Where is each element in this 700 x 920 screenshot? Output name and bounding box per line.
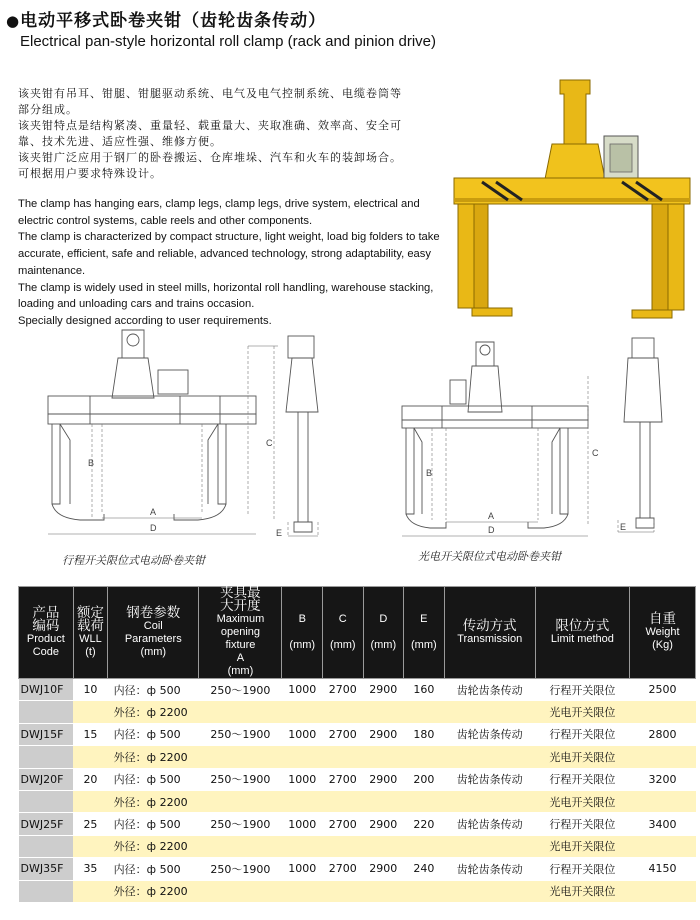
table-row-sub xyxy=(19,701,696,723)
cell-inner: 内径：ф 500 xyxy=(108,679,199,701)
cell-transmission: 齿轮齿条传动 xyxy=(444,679,535,701)
title-zh-text: 电动平移式卧卷夹钳（齿轮齿条传动） xyxy=(20,11,327,31)
cell-c: 2700 xyxy=(323,768,364,790)
cell-d: 2900 xyxy=(363,723,404,745)
cell-code: DWJ20F xyxy=(19,768,74,790)
desc-en-line: The clamp has hanging ears, clamp legs, clamp legs, drive system, electrical and xyxy=(18,198,420,210)
cell-code: DWJ15F xyxy=(19,723,74,745)
desc-en-line: electric control systems, cable reels and other components. xyxy=(18,214,313,227)
cell-b: 1000 xyxy=(282,813,323,835)
header-e: E (mm) xyxy=(404,587,445,679)
header-d: D (mm) xyxy=(363,587,404,679)
desc-en xyxy=(18,196,448,330)
cell-fixture: 250～1900 xyxy=(199,813,282,835)
cell-transmission: 齿轮齿条传动 xyxy=(444,768,535,790)
cell-e: 240 xyxy=(404,858,445,880)
header-c: C (mm) xyxy=(323,587,364,679)
table-row xyxy=(19,768,696,790)
cell-limit: 光电开关限位 xyxy=(535,835,629,857)
cell-inner: 内径：ф 500 xyxy=(108,858,199,880)
dim-label-a-2: A xyxy=(488,511,495,521)
cell-e: 160 xyxy=(404,679,445,701)
desc-en-line: The clamp is characterized by compact structure, light weight, load big folders to take xyxy=(18,231,440,244)
header-weight: 自重 Weight (Kg) xyxy=(630,587,696,679)
cell-b: 1000 xyxy=(282,858,323,880)
dim-label-c: C xyxy=(266,438,273,448)
cell-d: 2900 xyxy=(363,813,404,835)
cell-limit: 光电开关限位 xyxy=(535,746,629,768)
header-wll: 额定 载荷 WLL (t) xyxy=(73,587,107,679)
table-row xyxy=(19,723,696,745)
cell-limit: 光电开关限位 xyxy=(535,790,629,812)
cell-transmission: 齿轮齿条传动 xyxy=(444,858,535,880)
table-row xyxy=(19,813,696,835)
cell-weight: 2800 xyxy=(630,723,696,745)
page-header xyxy=(6,6,696,50)
dim-label-b: B xyxy=(88,458,95,468)
table-row-sub xyxy=(19,835,696,857)
cell-wll: 10 xyxy=(73,679,107,701)
cell-outer: 外径：ф 2200 xyxy=(108,790,199,812)
cell-limit: 光电开关限位 xyxy=(535,701,629,723)
header-limit-method: 限位方式 Limit method xyxy=(535,587,629,679)
caption-travel-switch: 行程开关限位式电动卧卷夹钳 xyxy=(62,554,205,567)
desc-zh-line: 该夹钳有吊耳、钳腿、钳腿驱动系统、电气及电气控制系统、电缆卷筒等 xyxy=(18,87,402,100)
table-row xyxy=(19,679,696,701)
table-row xyxy=(19,858,696,880)
table-row-sub xyxy=(19,746,696,768)
title-zh xyxy=(6,6,696,31)
title-en: Electrical pan-style horizontal roll clamp (rack and pinion drive) xyxy=(20,33,437,50)
drawing-photoelectric-switch xyxy=(392,336,692,566)
cell-limit: 行程开关限位 xyxy=(535,858,629,880)
dim-label-b-2: B xyxy=(426,468,433,478)
header-b: B (mm) xyxy=(282,587,323,679)
bullet-icon: ● xyxy=(6,12,21,30)
drawing-travel-switch xyxy=(30,326,370,566)
cell-outer: 外径：ф 2200 xyxy=(108,746,199,768)
cell-e: 220 xyxy=(404,813,445,835)
table-row-sub xyxy=(19,880,696,902)
desc-en-line: maintenance. xyxy=(18,264,86,277)
desc-en-line: The clamp is widely used in steel mills, horizontal roll handling, warehouse stacking, xyxy=(18,281,434,294)
cell-e: 180 xyxy=(404,723,445,745)
cell-wll: 25 xyxy=(73,813,107,835)
cell-b: 1000 xyxy=(282,679,323,701)
cell-limit: 行程开关限位 xyxy=(535,679,629,701)
cell-c: 2700 xyxy=(323,813,364,835)
desc-zh-line: 可根据用户要求特殊设计。 xyxy=(18,167,162,180)
cell-outer: 外径：ф 2200 xyxy=(108,701,199,723)
header-max-opening: 夹具最 大开度 Maximum opening fixture A (mm) xyxy=(199,587,282,679)
cell-weight: 2500 xyxy=(630,679,696,701)
cell-b: 1000 xyxy=(282,768,323,790)
cell-d: 2900 xyxy=(363,679,404,701)
desc-en-line: loading and unloading cars and trains occasion. xyxy=(18,298,255,311)
cell-c: 2700 xyxy=(323,723,364,745)
spec-table xyxy=(18,586,696,903)
cell-limit: 行程开关限位 xyxy=(535,723,629,745)
cell-e: 200 xyxy=(404,768,445,790)
cell-inner: 内径：ф 500 xyxy=(108,768,199,790)
desc-zh-line: 靠、技术先进、适应性强、维修方便。 xyxy=(18,135,222,148)
cell-wll: 15 xyxy=(73,723,107,745)
cell-fixture: 250～1900 xyxy=(199,858,282,880)
cell-transmission: 齿轮齿条传动 xyxy=(444,723,535,745)
desc-en-line: accurate, efficient, safe and reliable, advanced technology, strong adaptability, easy xyxy=(18,248,431,261)
table-row-sub xyxy=(19,790,696,812)
caption-photoelectric-switch: 光电开关限位式电动卧卷夹钳 xyxy=(418,550,561,563)
desc-zh-line: 该夹钳特点是结构紧凑、重量轻、载重量大、夹取准确、效率高、安全可 xyxy=(18,119,402,132)
dim-label-c-2: C xyxy=(592,448,599,458)
desc-en-line: Specially designed according to user requirements. xyxy=(18,314,272,327)
cell-code: DWJ35F xyxy=(19,858,74,880)
cell-fixture: 250～1900 xyxy=(199,723,282,745)
cell-c: 2700 xyxy=(323,858,364,880)
header-transmission: 传动方式 Transmission xyxy=(444,587,535,679)
cell-d: 2900 xyxy=(363,768,404,790)
cell-c: 2700 xyxy=(323,679,364,701)
cell-inner: 内径：ф 500 xyxy=(108,813,199,835)
dim-label-d-2: D xyxy=(488,525,495,535)
cell-code: DWJ25F xyxy=(19,813,74,835)
cell-limit: 光电开关限位 xyxy=(535,880,629,902)
cell-outer: 外径：ф 2200 xyxy=(108,880,199,902)
cell-inner: 内径：ф 500 xyxy=(108,723,199,745)
cell-weight: 3400 xyxy=(630,813,696,835)
dim-label-d: D xyxy=(150,523,157,533)
cell-weight: 4150 xyxy=(630,858,696,880)
dim-label-e: E xyxy=(276,528,283,538)
cell-wll: 20 xyxy=(73,768,107,790)
cell-wll: 35 xyxy=(73,858,107,880)
description xyxy=(18,86,448,330)
cell-b: 1000 xyxy=(282,723,323,745)
dim-label-a: A xyxy=(150,507,157,517)
cell-transmission: 齿轮齿条传动 xyxy=(444,813,535,835)
cell-fixture: 250～1900 xyxy=(199,768,282,790)
desc-zh-line: 该夹钳广泛应用于钢厂的卧卷搬运、仓库堆垛、汽车和火车的装卸场合。 xyxy=(18,151,402,164)
header-product-code: 产品 编码 Product Code xyxy=(19,587,74,679)
cell-code: DWJ10F xyxy=(19,679,74,701)
cell-d: 2900 xyxy=(363,858,404,880)
cell-limit: 行程开关限位 xyxy=(535,768,629,790)
cell-weight: 3200 xyxy=(630,768,696,790)
product-photo xyxy=(452,74,692,324)
cell-fixture: 250～1900 xyxy=(199,679,282,701)
cell-outer: 外径：ф 2200 xyxy=(108,835,199,857)
dim-label-e-2: E xyxy=(620,522,627,532)
desc-zh-line: 部分组成。 xyxy=(18,103,78,116)
cell-limit: 行程开关限位 xyxy=(535,813,629,835)
header-coil-parameters: 钢卷参数 Coil Parameters (mm) xyxy=(108,587,199,679)
